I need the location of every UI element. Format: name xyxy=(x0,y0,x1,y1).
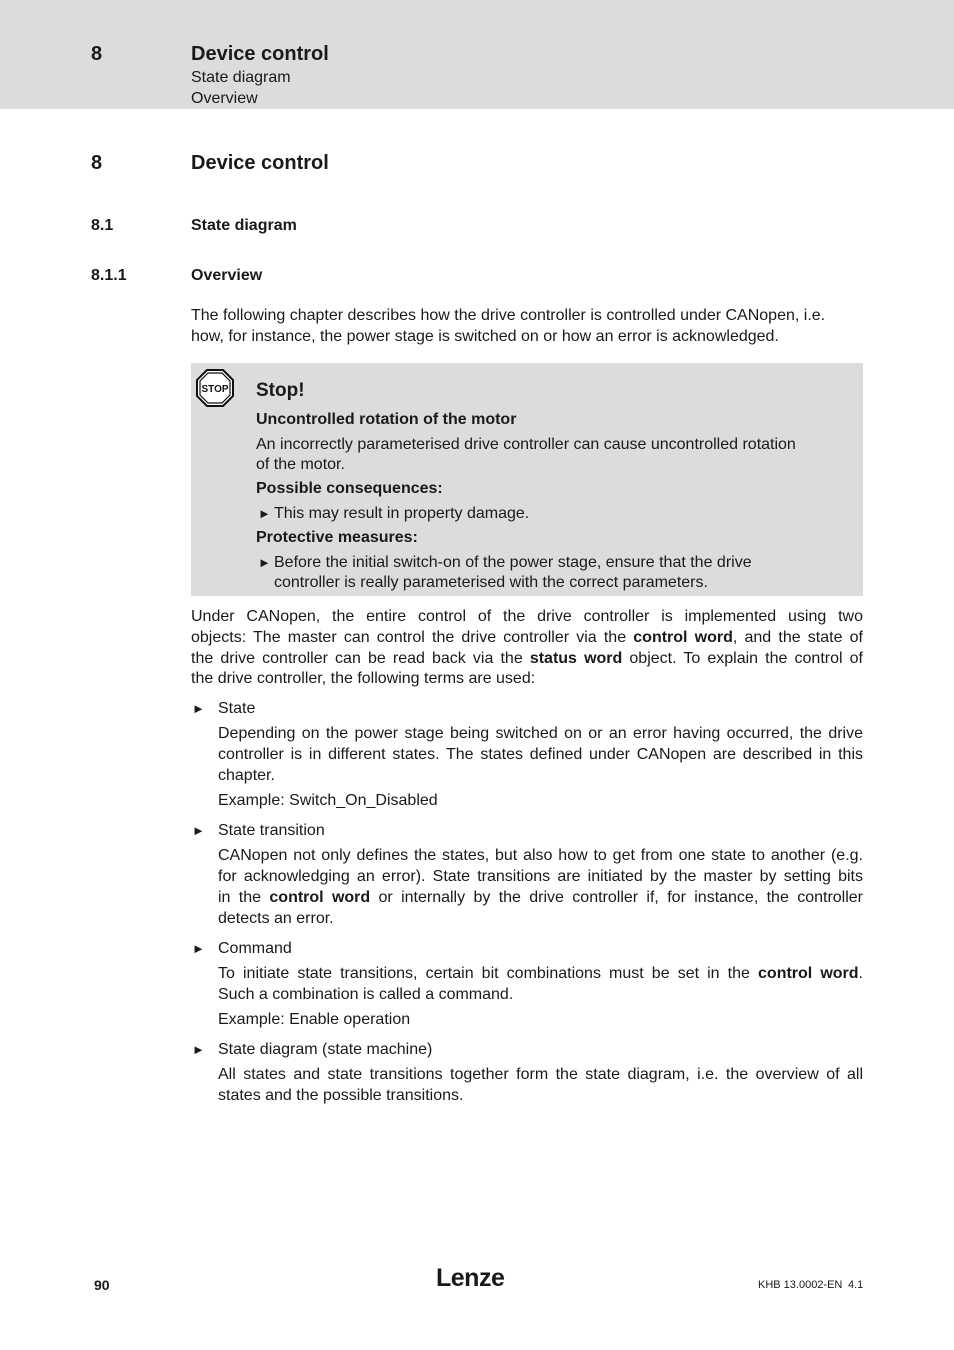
term-command-line-2: Such a combination is called a command. xyxy=(218,986,514,1003)
intro-line-2: how, for instance, the power stage is switched on or how an error is acknowledged. xyxy=(191,328,779,345)
body-line-2: objects: The master can control the drive controller via the control word, and the state of xyxy=(191,629,863,646)
bullet-icon: ► xyxy=(258,555,271,570)
stop-title: Stop! xyxy=(256,380,305,401)
term-bullet-icon: ► xyxy=(192,701,205,716)
term-transition-line-1: CANopen not only defines the states, but also how to get from one state to another (e.g. xyxy=(218,847,863,864)
term-bullet-icon: ► xyxy=(192,1042,205,1057)
measure-line-1: Before the initial switch-on of the power stage, ensure that the drive xyxy=(274,554,752,571)
term-diagram-line-2: states and the possible transitions. xyxy=(218,1087,464,1104)
heading-1-number: 8 xyxy=(91,152,103,174)
header-chapter-title: Device control xyxy=(191,43,329,65)
term-label-command: Command xyxy=(218,940,292,957)
term-label-state-transition: State transition xyxy=(218,822,325,839)
consequence-item: This may result in property damage. xyxy=(274,505,530,522)
body-line-4: the drive controller, the following terms are used: xyxy=(191,670,536,687)
term-command-line-1: To initiate state transitions, certain bit combinations must be set in the control word. xyxy=(218,965,863,982)
header-subtitle-1: State diagram xyxy=(191,69,291,86)
term-diagram-line-1: All states and state transitions together form the state diagram, i.e. the overview of all xyxy=(218,1066,863,1083)
bullet-icon: ► xyxy=(258,506,271,521)
term-state-line-1: Depending on the power stage being switched on or an error having occurred, the drive xyxy=(218,725,863,742)
term-transition-line-4: detects an error. xyxy=(218,910,334,927)
consequences-label: Possible consequences: xyxy=(256,480,443,497)
heading-1-title: Device control xyxy=(191,152,329,174)
heading-3-title: Overview xyxy=(191,267,263,284)
term-state-line-2: controller is in different states. The states defined under CANopen are described in this xyxy=(218,746,863,763)
page-number: 90 xyxy=(94,1277,110,1293)
body-line-3: the drive controller can be read back via the status word object. To explain the control of xyxy=(191,650,863,667)
intro-line-1: The following chapter describes how the drive controller is controlled under CANopen, i.e. xyxy=(191,307,826,324)
term-label-state: State xyxy=(218,700,256,717)
header-band xyxy=(0,0,954,109)
term-state-line-3: chapter. xyxy=(218,767,275,784)
term-state-example: Example: Switch_On_Disabled xyxy=(218,792,438,809)
term-transition-line-3: in the control word or internally by the drive controller if, for instance, the controller xyxy=(218,889,864,906)
term-transition-line-2: for acknowledging an error). State transitions are initiated by the master by setting bits xyxy=(218,868,863,885)
heading-2-title: State diagram xyxy=(191,217,297,234)
term-command-example: Example: Enable operation xyxy=(218,1011,411,1028)
stop-sign-icon xyxy=(196,369,234,407)
document-version: 4.1 xyxy=(848,1279,864,1291)
stop-subtitle: Uncontrolled rotation of the motor xyxy=(256,411,517,428)
term-bullet-icon: ► xyxy=(192,823,205,838)
measures-label: Protective measures: xyxy=(256,529,418,546)
body-line-1: Under CANopen, the entire control of the drive controller is implemented using two xyxy=(191,608,863,625)
header-chapter-number: 8 xyxy=(91,43,103,65)
stop-text-line-2: of the motor. xyxy=(256,456,345,473)
term-bullet-icon: ► xyxy=(192,941,205,956)
header-subtitle-2: Overview xyxy=(191,90,258,107)
heading-3-number: 8.1.1 xyxy=(91,267,127,284)
stop-icon-text: STOP xyxy=(201,384,229,395)
term-label-state-diagram: State diagram (state machine) xyxy=(218,1041,433,1058)
measure-line-2: controller is really parameterised with the correct parameters. xyxy=(274,574,708,591)
lenze-logo: Lenze xyxy=(436,1264,505,1292)
document-code: KHB 13.0002-EN xyxy=(758,1279,843,1291)
heading-2-number: 8.1 xyxy=(91,217,114,234)
stop-text-line-1: An incorrectly parameterised drive controller can cause uncontrolled rotation xyxy=(256,436,796,453)
